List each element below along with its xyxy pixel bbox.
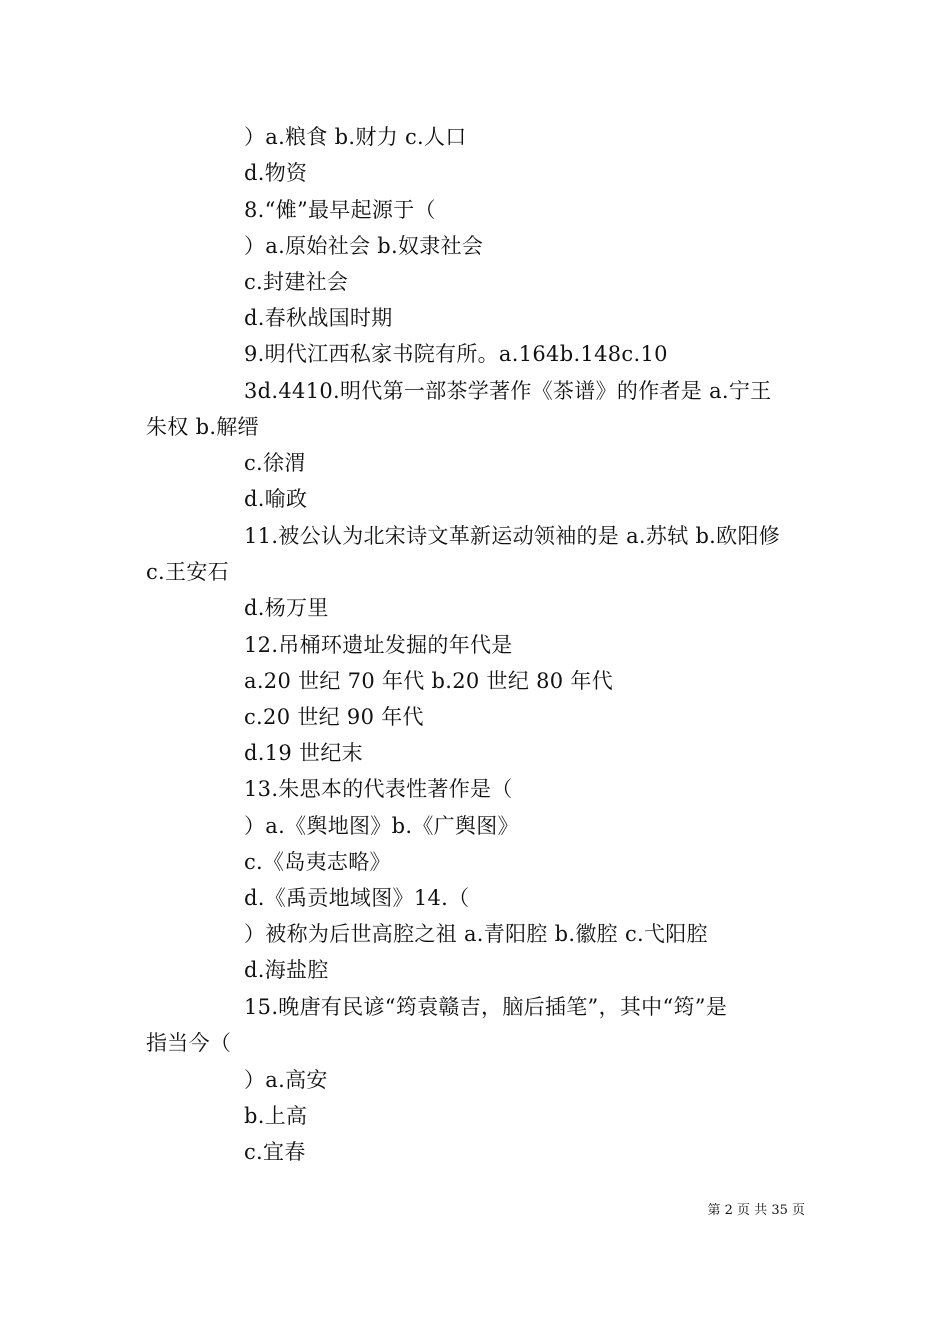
text-line: d.杨万里 <box>244 596 329 620</box>
text-line: d.物资 <box>244 161 308 185</box>
question-11: 11.被公认为北宋诗文革新运动领袖的是 a.苏轼 b.欧阳修 <box>244 524 781 548</box>
text-line: ）被称为后世高腔之祖 a.青阳腔 b.徽腔 c.弋阳腔 <box>244 922 708 946</box>
text-line: ）a.原始社会 b.奴隶社会 <box>244 234 484 258</box>
question-9: 9.明代江西私家书院有所。a.164b.148c.10 <box>244 342 668 366</box>
text-line: b.上高 <box>244 1104 308 1128</box>
text-line: c.宜春 <box>244 1140 306 1164</box>
question-15: 15.晚唐有民谚“筠袁赣吉，脑后插笔”，其中“筠”是 <box>244 995 728 1019</box>
text-line: a.20 世纪 70 年代 b.20 世纪 80 年代 <box>244 669 614 693</box>
text-line: c.《岛夷志略》 <box>244 850 391 874</box>
question-8: 8.“傩”最早起源于（ <box>244 198 436 222</box>
text-line: c.王安石 <box>146 560 229 584</box>
text-line: c.封建社会 <box>244 270 349 294</box>
text-line: ）a.《舆地图》b.《广舆图》 <box>244 814 519 838</box>
question-13: 13.朱思本的代表性著作是（ <box>244 777 513 801</box>
text-line: c.徐渭 <box>244 451 306 475</box>
text-line: d.海盐腔 <box>244 958 329 982</box>
text-line: d.春秋战国时期 <box>244 306 393 330</box>
text-line: 指当今（ <box>146 1031 232 1055</box>
text-line: d.19 世纪末 <box>244 741 363 765</box>
text-line: d.喻政 <box>244 487 308 511</box>
text-line: 朱权 b.解缙 <box>146 415 259 439</box>
question-12: 12.吊桶环遗址发掘的年代是 <box>244 633 513 657</box>
question-14: d.《禹贡地域图》14.（ <box>244 886 470 910</box>
text-line: ）a.粮食 b.财力 c.人口 <box>244 125 467 149</box>
text-line: c.20 世纪 90 年代 <box>244 705 424 729</box>
text-line: ）a.高安 <box>244 1068 328 1092</box>
question-10: 3d.4410.明代第一部茶学著作《茶谱》的作者是 a.宁王 <box>244 379 772 403</box>
page-footer: 第 2 页 共 35 页 <box>707 1203 805 1218</box>
